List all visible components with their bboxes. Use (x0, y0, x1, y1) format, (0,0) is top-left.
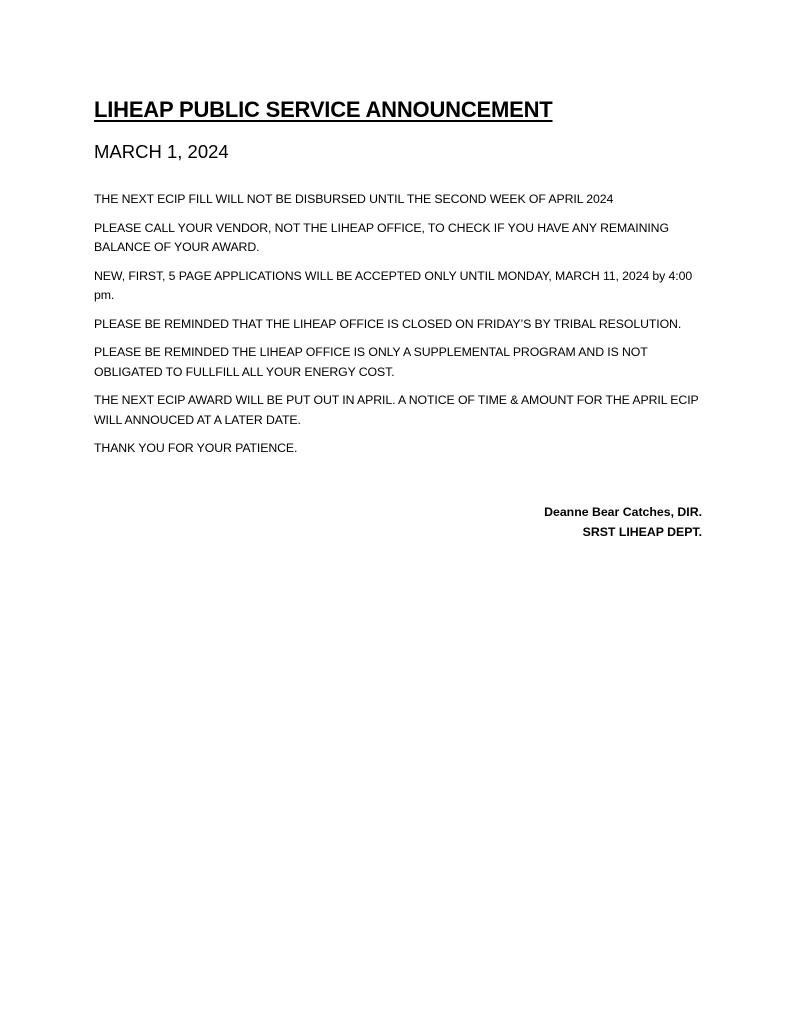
announcement-paragraphs (94, 190, 706, 459)
paragraph-call-vendor: PLEASE CALL YOUR VENDOR, NOT THE LIHEAP OFFICE, TO CHECK IF YOU HAVE ANY REMAINING BALANCE OF YOUR AWARD. (94, 220, 669, 254)
document-body (94, 96, 706, 468)
paragraph-supplemental-program: PLEASE BE REMINDED THE LIHEAP OFFICE IS ONLY A SUPPLEMENTAL PROGRAM AND IS NOT OBLIGATED TO FULLFILL ALL YOUR ENERGY COST. (94, 345, 648, 379)
paragraph-applications-deadline: NEW, FIRST, 5 PAGE APPLICATIONS WILL BE ACCEPTED ONLY UNTIL MONDAY, MARCH 11, 2024 by 4:00 pm. (94, 268, 693, 302)
signature-name: Deanne Bear Catches, DIR. (544, 505, 702, 519)
document-date: MARCH 1, 2024 (94, 141, 229, 162)
paragraph-thank-you: THANK YOU FOR YOUR PATIENCE. (94, 441, 298, 455)
paragraph-ecip-fill: THE NEXT ECIP FILL WILL NOT BE DISBURSED UNTIL THE SECOND WEEK OF APRIL 2024 (94, 192, 614, 206)
signature-department: SRST LIHEAP DEPT. (582, 524, 702, 539)
document-title: LIHEAP PUBLIC SERVICE ANNOUNCEMENT (94, 97, 553, 122)
signature-block (544, 503, 702, 542)
paragraph-office-closed: PLEASE BE REMINDED THAT THE LIHEAP OFFICE IS CLOSED ON FRIDAY’S BY TRIBAL RESOLUTION. (94, 316, 682, 331)
paragraph-ecip-award: THE NEXT ECIP AWARD WILL BE PUT OUT IN APRIL. A NOTICE OF TIME & AMOUNT FOR THE APRIL ECIP WILL ANNOUCED AT A LATER DATE. (94, 393, 699, 427)
